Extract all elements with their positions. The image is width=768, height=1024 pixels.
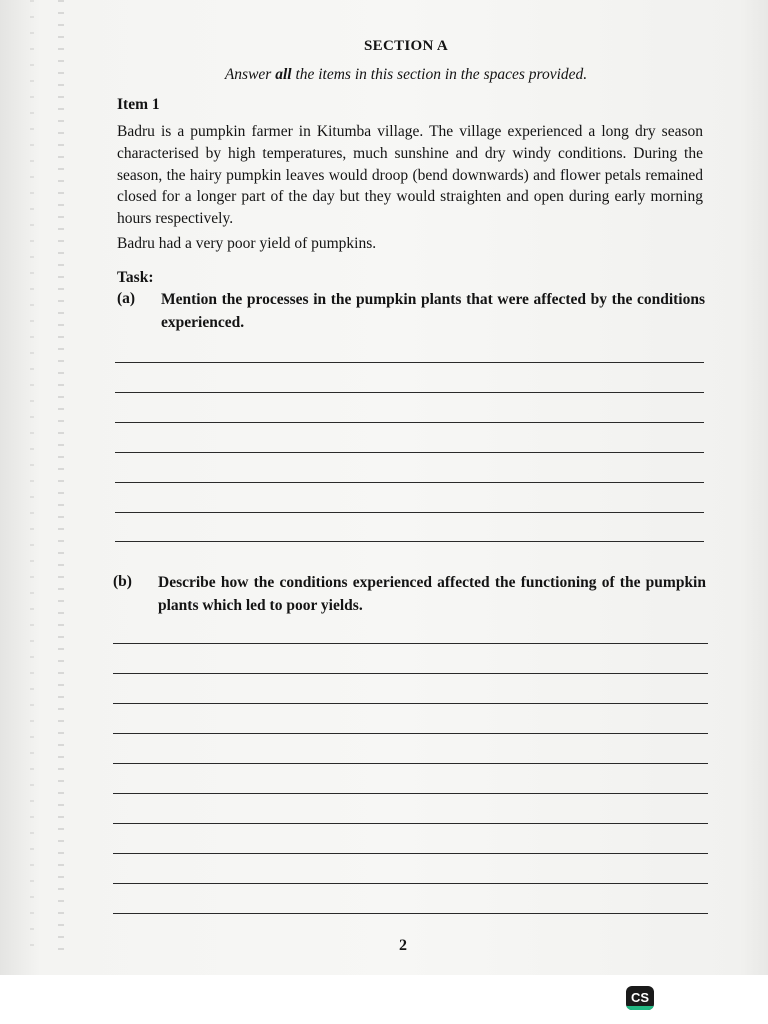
answer-line[interactable]: [115, 512, 704, 513]
answer-line[interactable]: [113, 793, 708, 794]
answer-line[interactable]: [115, 452, 704, 453]
task-label: Task:: [117, 269, 154, 286]
section-title: SECTION A: [364, 38, 448, 54]
camscanner-logo-text: CS: [630, 990, 650, 1005]
answer-line[interactable]: [113, 673, 708, 674]
answer-line[interactable]: [113, 913, 708, 914]
answer-line[interactable]: [113, 763, 708, 764]
page-number: 2: [399, 937, 407, 954]
binding-holes-outer: [30, 0, 34, 960]
section-instructions: [0, 66, 768, 84]
binding-holes: [58, 0, 64, 960]
answer-line[interactable]: [115, 482, 704, 483]
answer-line[interactable]: [115, 541, 704, 542]
answer-line[interactable]: [113, 643, 708, 644]
item-scenario: Badru is a pumpkin farmer in Kitumba village. The village experienced a long dry season characterised by high temperatures, much sunshine and dry windy conditions. During the season, the hairy pumpkin leaves would droop (bend downwards) and flower petals remained closed for a longer part of the day but they would straighten and open during early morning hours respectively.: [117, 123, 703, 228]
question-b-text: Describe how the conditions experienced affected the functioning of the pumpkin plants which led to poor yields.: [158, 574, 706, 614]
answer-line[interactable]: [113, 853, 708, 854]
instructions-before: Answer: [224, 66, 276, 83]
item-title: Item 1: [117, 96, 160, 113]
question-b-label: (b): [113, 573, 132, 590]
item-summary: Badru had a very poor yield of pumpkins.: [117, 235, 377, 252]
answer-line[interactable]: [113, 823, 708, 824]
answer-line[interactable]: [115, 362, 704, 363]
answer-line[interactable]: [113, 703, 708, 704]
question-a-label: (a): [117, 290, 136, 307]
question-a-text: Mention the processes in the pumpkin plants that were affected by the conditions experienced.: [161, 291, 705, 331]
answer-line[interactable]: [115, 392, 704, 393]
instructions-emphasis: all: [275, 66, 292, 83]
answer-line[interactable]: [115, 422, 704, 423]
answer-line[interactable]: [113, 883, 708, 884]
answer-line[interactable]: [113, 733, 708, 734]
instructions-after: the items in this section in the spaces provided.: [291, 66, 588, 83]
camscanner-logo-icon: [626, 986, 654, 1010]
